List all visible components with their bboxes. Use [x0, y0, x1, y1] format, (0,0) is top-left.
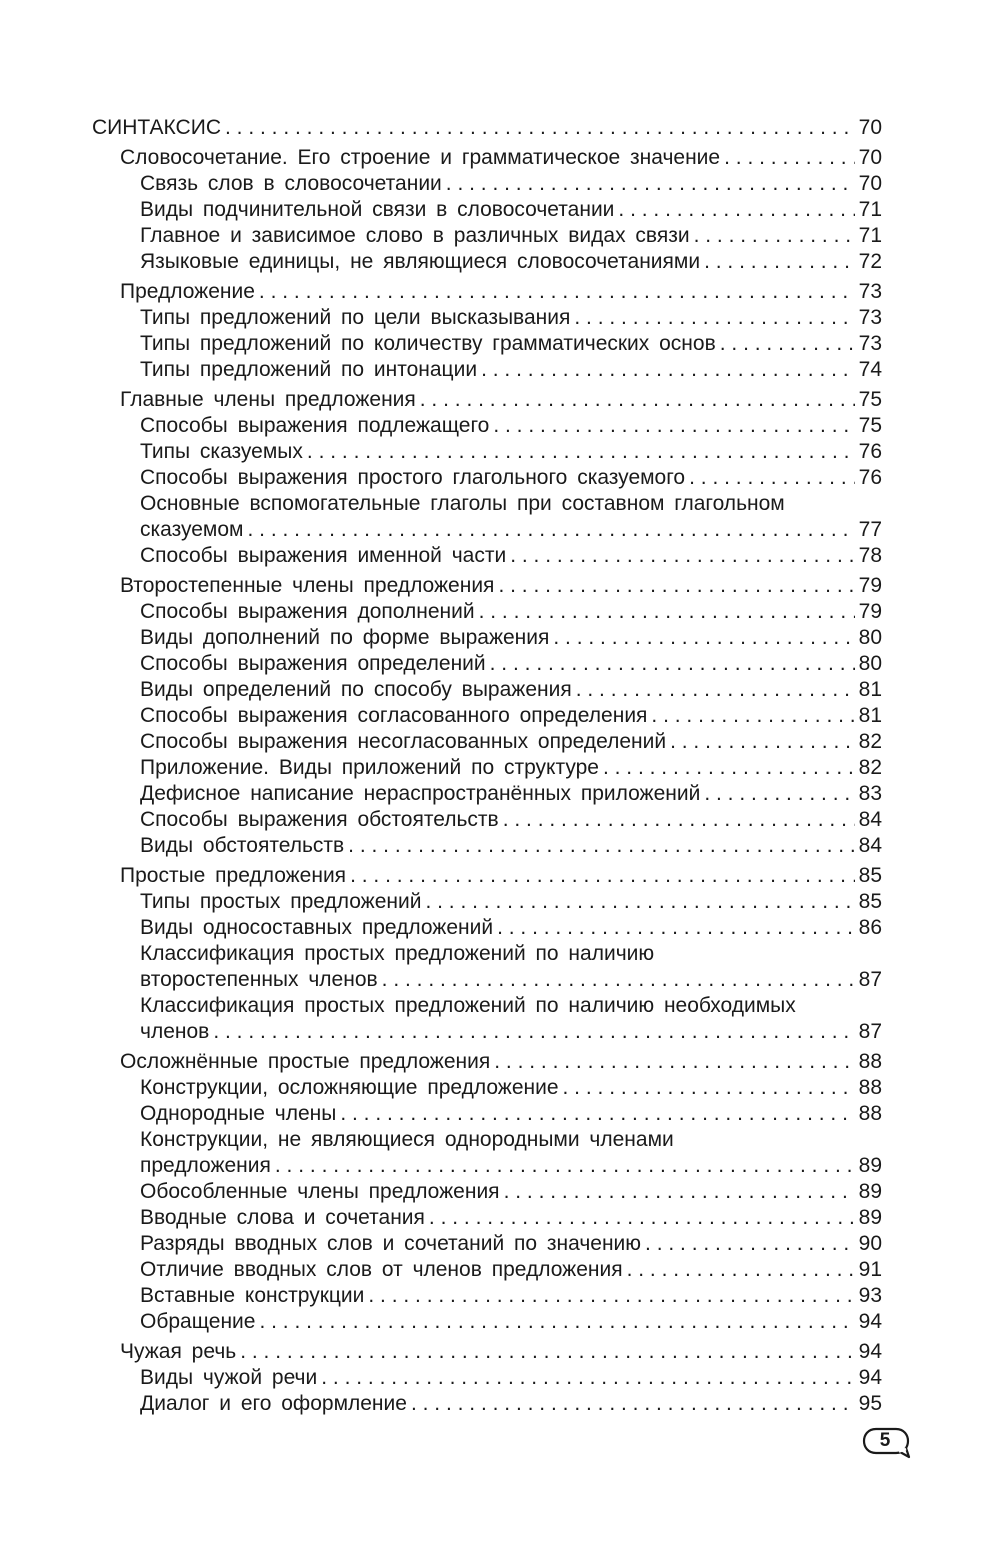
toc-item-title: Типы сказуемых: [140, 440, 303, 463]
toc-item-title: Конструкции, осложняющие предложение: [140, 1076, 559, 1099]
toc-item-title-line: Классификация простых предложений по наличию необходимых: [140, 994, 796, 1017]
toc-item-title: Главное и зависимое слово в различных видах связи: [140, 224, 690, 247]
toc-item-title-line: Основные вспомогательные глаголы при составном глагольном: [140, 492, 785, 515]
toc-item-title: Простые предложения: [120, 864, 347, 887]
toc-item: [92, 729, 882, 755]
dot-leader: [670, 729, 855, 755]
toc-item-title: Типы предложений по количеству грамматических основ: [140, 332, 716, 355]
toc-item: [92, 223, 882, 249]
toc-item-title: Виды подчинительной связи в словосочетании: [140, 198, 615, 221]
toc-item: [92, 703, 882, 729]
dot-leader: [213, 1019, 854, 1045]
dot-leader: [275, 1153, 855, 1179]
toc-item: [92, 491, 882, 543]
dot-leader: [576, 677, 855, 703]
toc-item-title: Осложнённые простые предложения: [120, 1050, 491, 1073]
toc-item-page: 78: [858, 544, 882, 567]
toc-item: [92, 915, 882, 941]
toc-item: [92, 1309, 882, 1335]
toc-item-title: Виды чужой речи: [140, 1366, 318, 1389]
toc-item-title: Способы выражения согласованного определения: [140, 704, 648, 727]
toc-item: [92, 781, 882, 807]
toc-chapter: [92, 145, 882, 171]
toc-item-page: 84: [858, 834, 882, 857]
dot-leader: [348, 833, 854, 859]
toc-item-page: 93: [858, 1284, 882, 1307]
toc-item-page: 91: [858, 1258, 882, 1281]
dot-leader: [225, 115, 855, 141]
toc-chapter: [92, 279, 882, 305]
toc-item: [92, 1101, 882, 1127]
dot-leader: [247, 517, 854, 543]
toc-item-title: Отличие вводных слов от членов предложения: [140, 1258, 623, 1281]
toc-chapter: [92, 1049, 882, 1075]
toc-section: [92, 115, 882, 141]
toc-chapter: [92, 863, 882, 889]
dot-leader: [574, 305, 854, 331]
toc-item-page: 94: [858, 1310, 882, 1333]
toc-item-page: 94: [858, 1366, 882, 1389]
dot-leader: [429, 1205, 855, 1231]
toc-item-page: 75: [858, 388, 882, 411]
dot-leader: [497, 915, 855, 941]
toc-item: [92, 1257, 882, 1283]
toc-item: [92, 197, 882, 223]
dot-leader: [340, 1101, 854, 1127]
dot-leader: [689, 465, 855, 491]
toc-item-page: 90: [858, 1232, 882, 1255]
dot-leader: [627, 1257, 855, 1283]
toc-item-title: Способы выражения дополнений: [140, 600, 475, 623]
toc-item-page: 89: [858, 1206, 882, 1229]
toc-item-title: Языковые единицы, не являющиеся словосочетаниями: [140, 250, 701, 273]
toc-item: [92, 1391, 882, 1417]
toc-chapter: [92, 387, 882, 413]
toc-item-title: второстепенных членов: [140, 968, 378, 991]
toc-item-page: 88: [858, 1050, 882, 1073]
toc-item-title: Связь слов в словосочетании: [140, 172, 442, 195]
toc-item: [92, 941, 882, 993]
toc-item-page: 71: [858, 224, 882, 247]
toc-item: [92, 249, 882, 275]
toc-item-title: Типы простых предложений: [140, 890, 422, 913]
toc-item-title: Виды односоставных предложений: [140, 916, 494, 939]
dot-leader: [694, 223, 855, 249]
toc-item-page: 82: [858, 756, 882, 779]
toc-item-page: 87: [858, 1020, 882, 1043]
toc-item-title: Дефисное написание нераспространённых приложений: [140, 782, 701, 805]
toc-item: [92, 439, 882, 465]
toc-item-page: 70: [858, 172, 882, 195]
dot-leader: [553, 625, 854, 651]
toc-item-title: Виды обстоятельств: [140, 834, 345, 857]
toc-item-page: 76: [858, 440, 882, 463]
toc-item-title: СИНТАКСИС: [92, 116, 221, 139]
toc-item-title: Предложение: [120, 280, 255, 303]
toc-item-title: Способы выражения обстоятельств: [140, 808, 499, 831]
toc-item-title: Способы выражения простого глагольного сказуемого: [140, 466, 686, 489]
toc-item-page: 81: [858, 678, 882, 701]
dot-leader: [563, 1075, 855, 1101]
toc-item-title: Типы предложений по интонации: [140, 358, 478, 381]
toc-item-page: 82: [858, 730, 882, 753]
toc-item-title: Способы выражения подлежащего: [140, 414, 490, 437]
toc-item-title: Разряды вводных слов и сочетаний по значению: [140, 1232, 642, 1255]
toc-item-page: 73: [858, 332, 882, 355]
toc-item-page: 87: [858, 968, 882, 991]
toc-item: [92, 543, 882, 569]
toc-item-page: 84: [858, 808, 882, 831]
toc-item-page: 76: [858, 466, 882, 489]
toc-item-title: Однородные члены: [140, 1102, 337, 1125]
dot-leader: [493, 413, 854, 439]
dot-leader: [720, 331, 855, 357]
dot-leader: [420, 387, 855, 413]
toc-item-page: 73: [858, 306, 882, 329]
toc-item: [92, 1231, 882, 1257]
toc-item-page: 95: [858, 1392, 882, 1415]
page-number-badge: [862, 1427, 910, 1457]
toc-item-title: Способы выражения определений: [140, 652, 486, 675]
table-of-contents: [92, 115, 882, 1417]
toc-item-title-line: Классификация простых предложений по наличию: [140, 942, 655, 965]
toc-item-page: 70: [858, 116, 882, 139]
toc-item-page: 86: [858, 916, 882, 939]
dot-leader: [259, 1309, 854, 1335]
toc-item: [92, 171, 882, 197]
toc-item-page: 83: [858, 782, 882, 805]
toc-item-title: сказуемом: [140, 518, 244, 541]
toc-item: [92, 807, 882, 833]
toc-item-page: 89: [858, 1180, 882, 1203]
toc-chapter: [92, 573, 882, 599]
toc-item-title: Виды определений по способу выражения: [140, 678, 572, 701]
toc-item-title: членов: [140, 1020, 210, 1043]
toc-item-title: Диалог и его оформление: [140, 1392, 407, 1415]
toc-item-page: 80: [858, 626, 882, 649]
dot-leader: [651, 703, 854, 729]
toc-item-page: 88: [858, 1076, 882, 1099]
toc-item-page: 79: [858, 574, 882, 597]
toc-item-page: 85: [858, 864, 882, 887]
dot-leader: [411, 1391, 855, 1417]
dot-leader: [724, 145, 855, 171]
toc-item-page: 70: [858, 146, 882, 169]
dot-leader: [479, 599, 855, 625]
toc-item-title: Обособленные члены предложения: [140, 1180, 500, 1203]
dot-leader: [603, 755, 855, 781]
toc-item: [92, 465, 882, 491]
dot-leader: [350, 863, 855, 889]
dot-leader: [382, 967, 855, 993]
dot-leader: [498, 573, 854, 599]
toc-item-page: 89: [858, 1154, 882, 1177]
dot-leader: [494, 1049, 854, 1075]
toc-item: [92, 651, 882, 677]
toc-item-title: предложения: [140, 1154, 271, 1177]
toc-item: [92, 305, 882, 331]
toc-item-title: Чужая речь: [120, 1340, 237, 1363]
toc-item-title-line: Конструкции, не являющиеся однородными членами: [140, 1128, 674, 1151]
toc-item-page: 79: [858, 600, 882, 623]
toc-item-title: Второстепенные члены предложения: [120, 574, 495, 597]
dot-leader: [481, 357, 855, 383]
dot-leader: [307, 439, 855, 465]
toc-item-page: 85: [858, 890, 882, 913]
dot-leader: [446, 171, 855, 197]
toc-item: [92, 413, 882, 439]
toc-chapter: [92, 1339, 882, 1365]
toc-item-title: Словосочетание. Его строение и грамматическое значение: [120, 146, 721, 169]
dot-leader: [645, 1231, 855, 1257]
toc-item-page: 75: [858, 414, 882, 437]
toc-item-title: Обращение: [140, 1310, 256, 1333]
toc-item-title: Способы выражения несогласованных определений: [140, 730, 667, 753]
dot-leader: [490, 651, 855, 677]
toc-item-page: 74: [858, 358, 882, 381]
toc-item: [92, 889, 882, 915]
dot-leader: [259, 279, 855, 305]
dot-leader: [240, 1339, 854, 1365]
toc-item-title: Вводные слова и сочетания: [140, 1206, 425, 1229]
toc-item: [92, 755, 882, 781]
toc-item-title: Типы предложений по цели высказывания: [140, 306, 571, 329]
toc-item-title: Приложение. Виды приложений по структуре: [140, 756, 599, 779]
toc-item: [92, 1075, 882, 1101]
toc-item-page: 81: [858, 704, 882, 727]
dot-leader: [503, 807, 855, 833]
toc-item-page: 71: [858, 198, 882, 221]
toc-item: [92, 1205, 882, 1231]
toc-item-page: 80: [858, 652, 882, 675]
toc-item-page: 73: [858, 280, 882, 303]
toc-item-page: 77: [858, 518, 882, 541]
dot-leader: [504, 1179, 855, 1205]
toc-item: [92, 625, 882, 651]
toc-item-page: 72: [858, 250, 882, 273]
toc-item-title: Способы выражения именной части: [140, 544, 507, 567]
toc-item: [92, 993, 882, 1045]
toc-item: [92, 1127, 882, 1179]
toc-item: [92, 1179, 882, 1205]
toc-item: [92, 1283, 882, 1309]
dot-leader: [618, 197, 854, 223]
toc-item: [92, 1365, 882, 1391]
toc-item-page: 94: [858, 1340, 882, 1363]
dot-leader: [704, 781, 854, 807]
toc-item-title: Вставные конструкции: [140, 1284, 365, 1307]
page-number: 5: [879, 1430, 891, 1451]
dot-leader: [368, 1283, 854, 1309]
toc-item-page: 88: [858, 1102, 882, 1125]
dot-leader: [704, 249, 855, 275]
toc-item: [92, 599, 882, 625]
dot-leader: [510, 543, 854, 569]
dot-leader: [425, 889, 854, 915]
toc-item: [92, 357, 882, 383]
toc-item: [92, 677, 882, 703]
toc-item-title: Виды дополнений по форме выражения: [140, 626, 550, 649]
toc-item: [92, 833, 882, 859]
dot-leader: [321, 1365, 854, 1391]
toc-item: [92, 331, 882, 357]
toc-item-title: Главные члены предложения: [120, 388, 416, 411]
